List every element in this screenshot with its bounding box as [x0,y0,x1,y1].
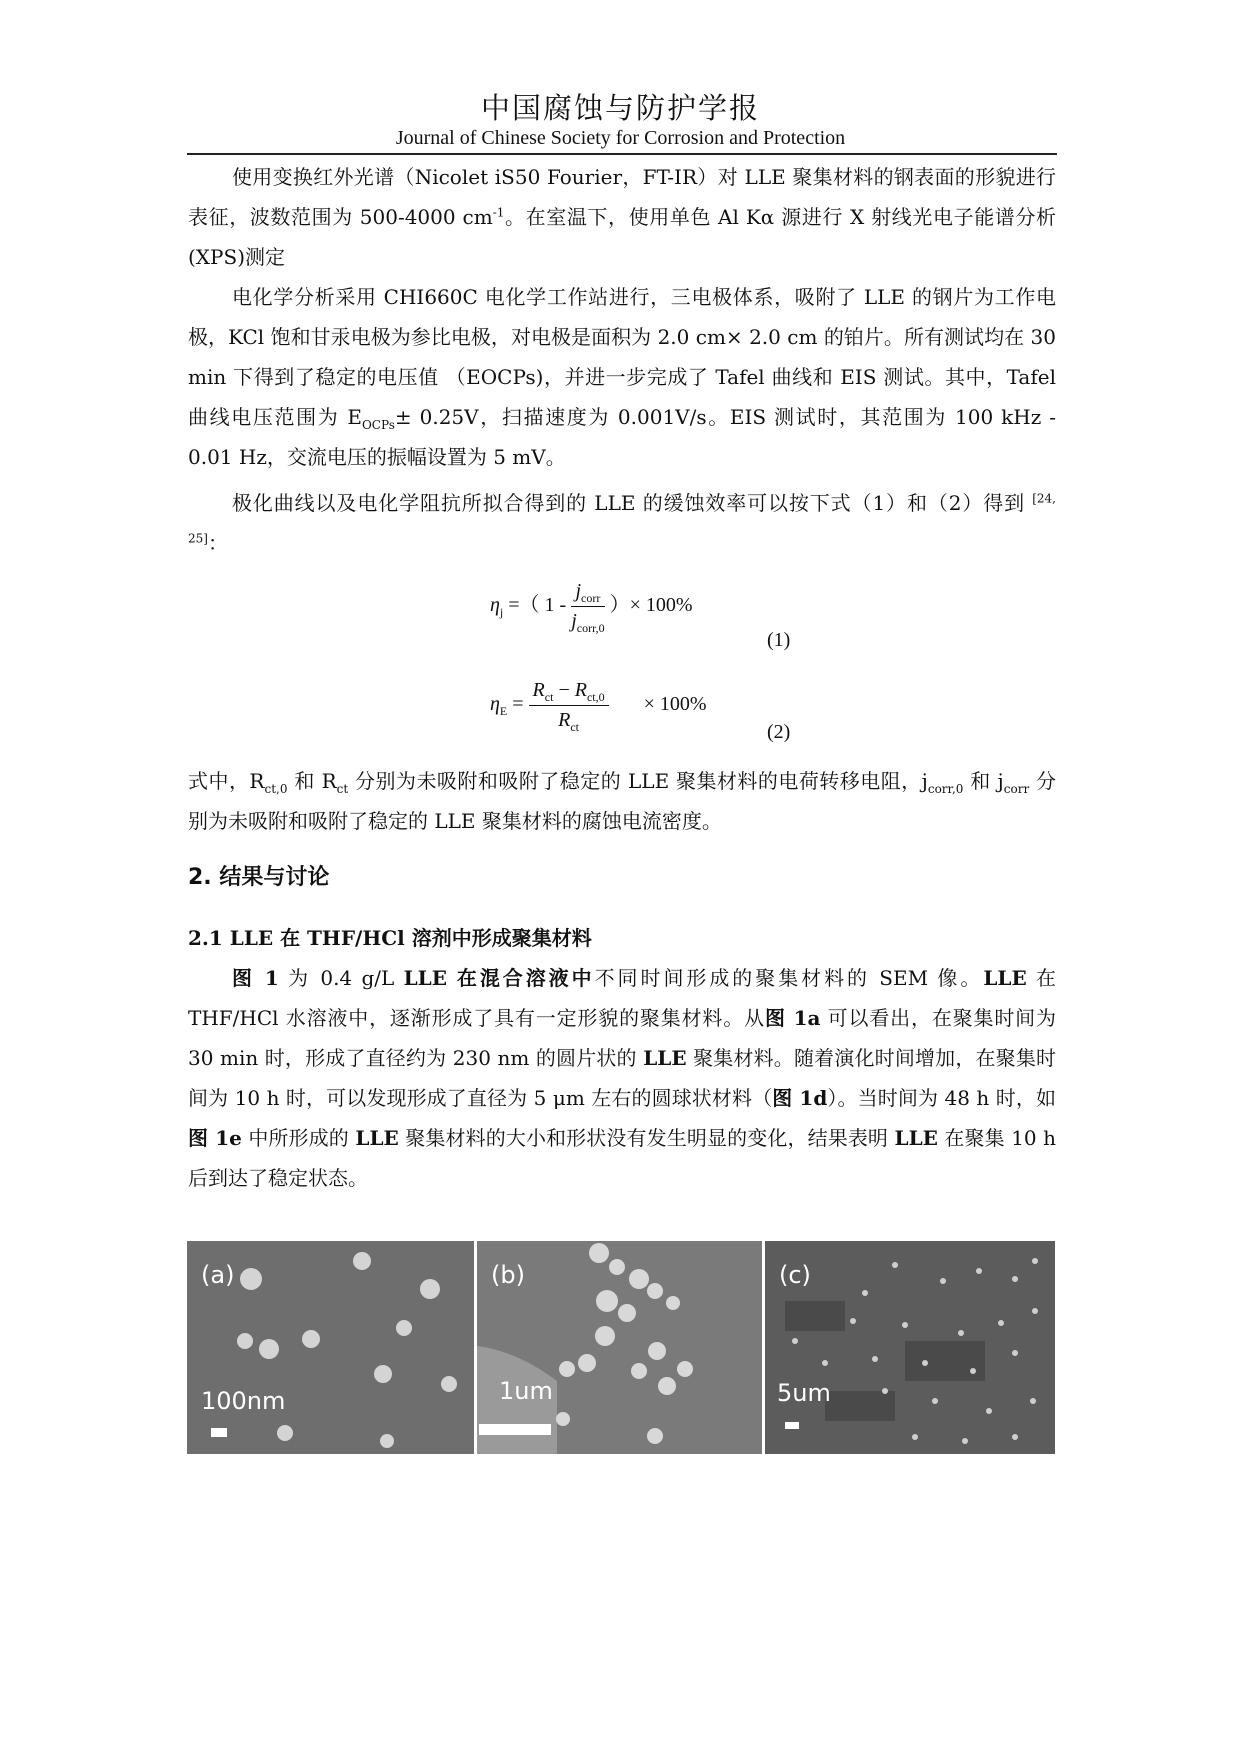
equation-2-label: (2) [767,721,791,743]
equation-1: $\eta_j$ =（ 1 - $\frac{j_{corr}}{j_{corr,0}}$ ）× 100% [490,580,693,635]
paragraph-variable-definitions: 式中，$R_{ct,0}$ 和 $R_{ct}$ 分别为未吸附和吸附了稳定的 LLE 聚集材料的电荷转移电阻，$j_{corr,0}$ 和 $j_{corr}$ 分别为未吸附和吸附了稳定的 LLE 聚集材料的腐蚀电流密度。 [188,769,1057,833]
panel-b-label: (b) [491,1261,525,1289]
sem-panel-b [477,1241,762,1454]
sem-panel-c [765,1241,1055,1454]
journal-title-en: Journal of Chinese Society for Corrosion and Protection [395,127,846,149]
equation-1-fraction: $\frac{j_{corr}}{j_{corr,0}}$ [571,580,605,635]
panel-b-scale-label: 1um [499,1377,553,1405]
journal-title-cn: 中国腐蚀与防护学报 [480,91,760,125]
sem-panel-a [187,1241,474,1454]
equation-2-fraction: $\frac{R_{ct} - R_{ct,0}}{R_{ct}}$ [529,679,609,732]
panel-a-label: (a) [201,1261,235,1289]
panel-a-scale-label: 100nm [201,1387,286,1415]
panel-c-scale-bar [785,1422,799,1429]
panel-a-scale-bar [211,1428,227,1437]
paragraph-electrochem: 电化学分析采用 CHI660C 电化学工作站进行，三电极体系，吸附了 LLE 的钢片为工作电极，KCl 饱和甘汞电极为参比电极，对电极是面积为 2.0 cm× 2.0 cm 的铂片。所有测试均在 30 min 下得到了稳定的电压值 （EOCPs)，并进一步完成了 Tafel 曲线和 EIS 测试。其中，Tafel 曲线电压范围为 $E_{OCPs}\pm 0.25V$，扫描速度为 0.001V/s。EIS 测试时，其范围为 100 kHz - 0.01 Hz，交流电压的振幅设置为 5 mV。 [188,285,1056,469]
panel-c-scale-label: 5um [777,1379,831,1407]
paragraph-efficiency: 极化曲线以及电化学阻抗所拟合得到的 LLE 的缓蚀效率可以按下式（1）和（2）得到 [24, 25]： [188,491,1056,555]
section-heading: 2. 结果与讨论 [188,865,330,890]
equation-1-label: (1) [767,629,791,651]
subsection-heading: 2.1 LLE 在 THF/HCl 溶剂中形成聚集材料 [188,926,592,950]
equation-2: $\eta_E$ = $\frac{R_{ct} - R_{ct,0}}{R_{ct}}$ × 100% [490,679,707,734]
panel-c-label: (c) [779,1261,811,1289]
sem-figure [187,1241,1055,1454]
panel-b-scale-bar [479,1424,551,1435]
paragraph-ftir-xps: 使用变换红外光谱（Nicolet iS50 Fourier，FT-IR）对 LLE 聚集材料的钢表面的形貌进行表征，波数范围为 500-4000 $cm^{-1}$。在室温下，使用单色 Al Kα 源进行 X 射线光电子能谱分析(XPS)测定 [188,165,1056,269]
paragraph-results: 图 1 为 0.4 g/L LLE 在混合溶液中不同时间形成的聚集材料的 SEM 像。LLE 在 THF/HCl 水溶液中，逐渐形成了具有一定形貌的聚集材料。从图 1a 可以看出，在聚集时间为 30 min 时，形成了直径约为 230 nm 的圆片状的 LLE 聚集材料。随着演化时间增加，在聚集时间为 10 h 时，可以发现形成了直径为 5 μm 左右的圆球状材料（图 1d）。当时间为 48 h 时，如图 1e 中所形成的 LLE 聚集材料的大小和形状没有发生明显的变化，结果表明 LLE 在聚集 10 h 后到达了稳定状态。 [188,966,1057,1190]
header-divider [187,153,1057,155]
